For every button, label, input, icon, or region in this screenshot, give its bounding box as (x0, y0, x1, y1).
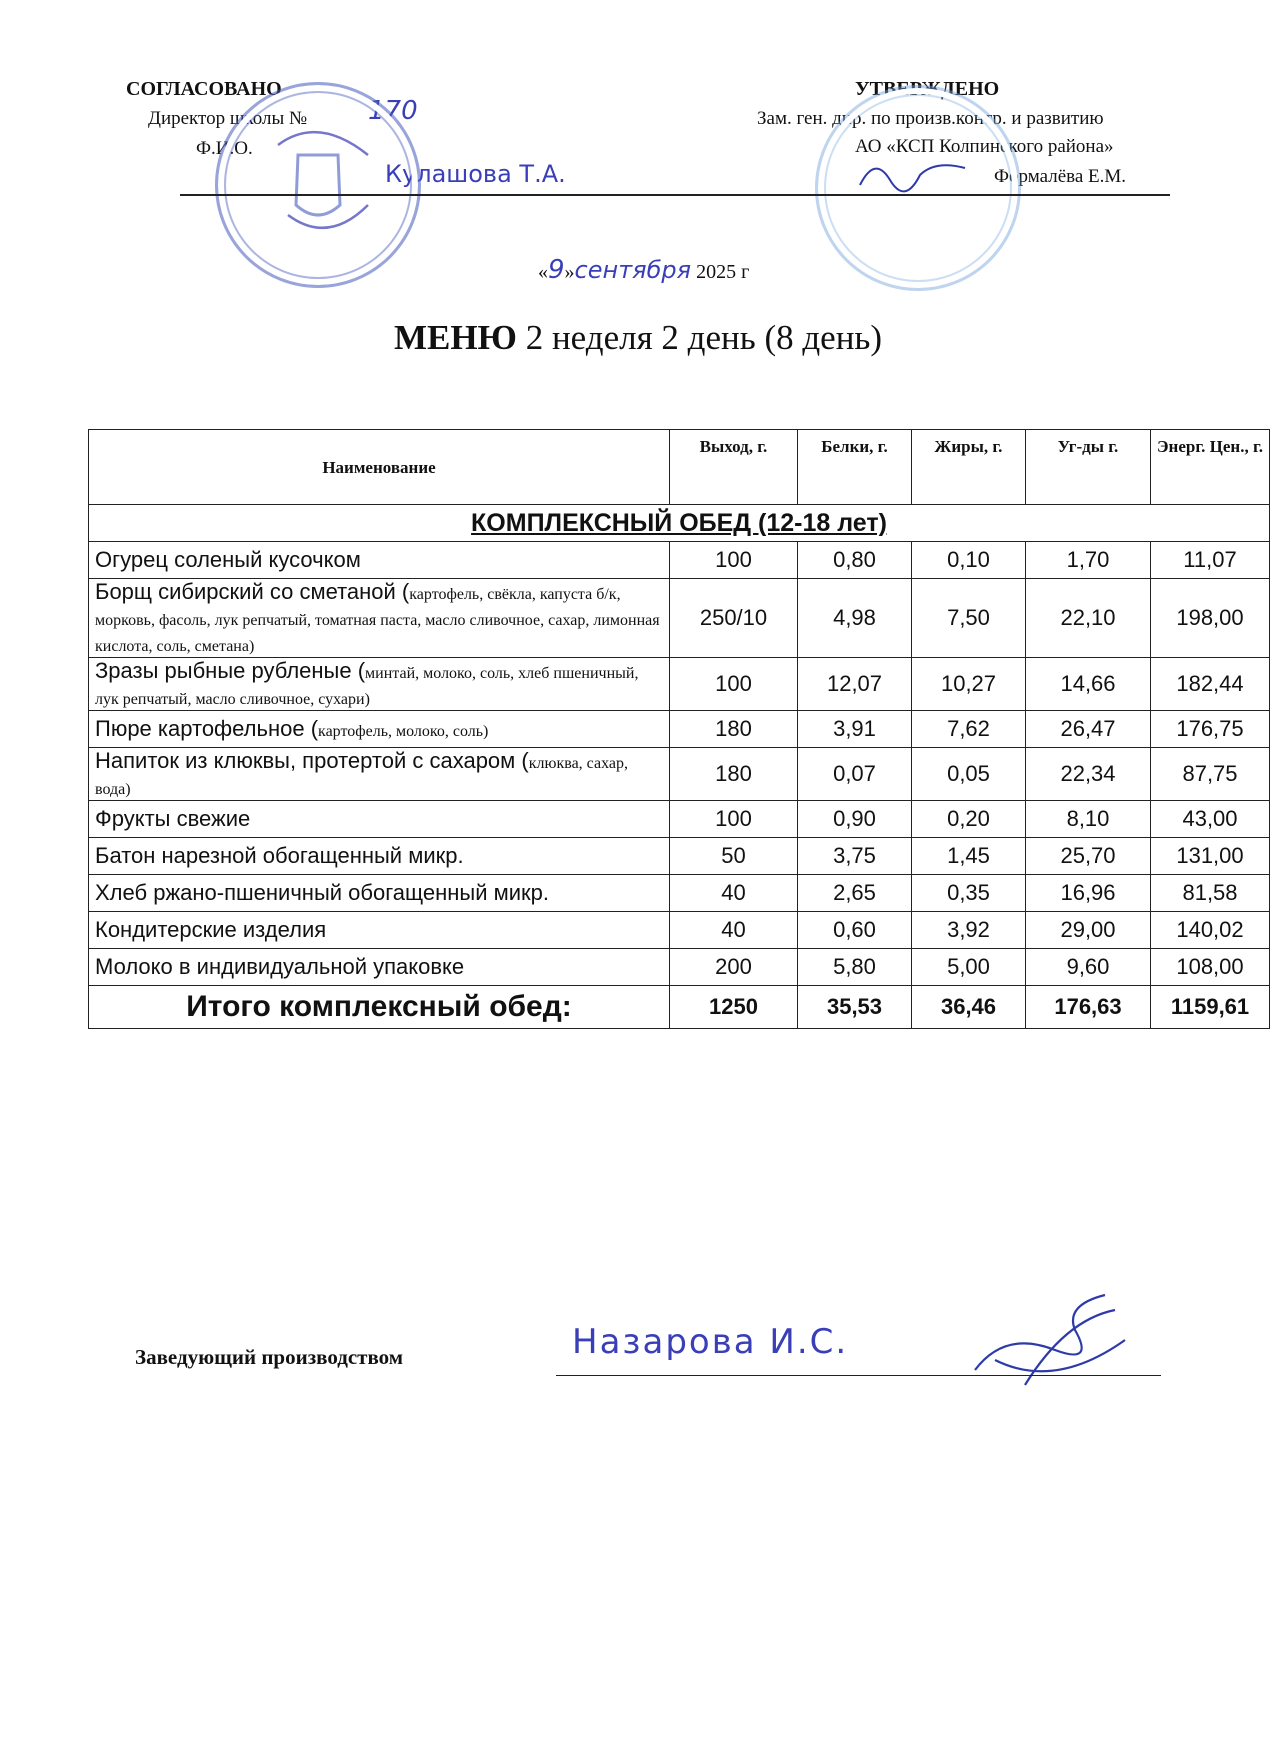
header-yield: Выход, г. (670, 430, 798, 505)
carbs-cell: 16,96 (1026, 875, 1151, 912)
table-row (89, 748, 1270, 801)
dish-name-cell (89, 801, 670, 838)
total-energy: 1159,61 (1151, 986, 1270, 1029)
proteins-cell: 0,07 (798, 748, 912, 801)
yield-cell: 180 (670, 748, 798, 801)
header-rule (180, 194, 1170, 196)
approved-title: УТВЕРЖДЕНО (855, 78, 1000, 100)
dish-name-cell (89, 658, 670, 711)
yield-cell: 50 (670, 838, 798, 875)
yield-cell: 250/10 (670, 579, 798, 658)
signature-icon (855, 150, 975, 200)
section-title: КОМПЛЕКСНЫЙ ОБЕД (12-18 лет) (89, 505, 1270, 542)
date-year: 2025 г (696, 261, 750, 283)
table-row (89, 912, 1270, 949)
dish-name-cell (89, 875, 670, 912)
fats-cell: 0,10 (912, 542, 1026, 579)
section-row (89, 505, 1270, 542)
yield-cell: 40 (670, 875, 798, 912)
dish-composition: минтай, молоко, соль, хлеб пшеничный, лук репчатый, масло сливочное, сухари) (95, 665, 639, 708)
fats-cell: 0,20 (912, 801, 1026, 838)
energy-cell: 43,00 (1151, 801, 1270, 838)
date-month-handwritten: сентября (574, 256, 692, 284)
director-line: Директор школы № (148, 108, 308, 129)
dish-name-cell (89, 838, 670, 875)
dish-name-cell (89, 748, 670, 801)
table-row (89, 542, 1270, 579)
date-mid-quote: » (564, 261, 575, 283)
dish-name: Напиток из клюквы, протертой с сахаром ( (95, 748, 529, 773)
dish-name: Огурец соленый кусочком (95, 547, 361, 572)
yield-cell: 200 (670, 949, 798, 986)
manager-label: Заведующий производством (135, 1345, 404, 1369)
dish-name: Кондитерские изделия (95, 917, 327, 942)
energy-cell: 198,00 (1151, 579, 1270, 658)
total-fats: 36,46 (912, 986, 1026, 1029)
proteins-cell: 3,75 (798, 838, 912, 875)
table-row (89, 658, 1270, 711)
approved-name: Формалёва Е.М. (994, 166, 1127, 187)
school-number-handwritten: 170 (368, 96, 418, 126)
header-energy: Энерг. Цен., г. (1151, 430, 1270, 505)
dish-name-cell (89, 949, 670, 986)
total-carbs: 176,63 (1026, 986, 1151, 1029)
dish-composition: картофель, молоко, соль) (318, 723, 489, 740)
agreed-title: СОГЛАСОВАНО (126, 78, 282, 100)
table-row (89, 875, 1270, 912)
date-line (538, 255, 749, 285)
energy-cell: 11,07 (1151, 542, 1270, 579)
approved-company: АО «КСП Колпинского района» (855, 136, 1114, 157)
proteins-cell: 0,90 (798, 801, 912, 838)
total-proteins: 35,53 (798, 986, 912, 1029)
signature-icon (965, 1290, 1145, 1400)
dish-name-cell (89, 579, 670, 658)
total-label: Итого комплексный обед: (89, 986, 670, 1029)
proteins-cell: 0,60 (798, 912, 912, 949)
manager-signature (965, 1290, 1145, 1405)
fats-cell: 3,92 (912, 912, 1026, 949)
carbs-cell: 14,66 (1026, 658, 1151, 711)
total-yield: 1250 (670, 986, 798, 1029)
header-fats: Жиры, г. (912, 430, 1026, 505)
energy-cell: 131,00 (1151, 838, 1270, 875)
menu-table (88, 429, 1270, 1029)
dish-name: Батон нарезной обогащенный микр. (95, 843, 464, 868)
dish-composition: картофель, свёкла, капуста б/к, морковь, фасоль, лук репчатый, томатная паста, масло сливочное, сахар, лимонная кислота, соль, сметана) (95, 586, 660, 655)
fats-cell: 7,62 (912, 711, 1026, 748)
dish-name: Молоко в индивидуальной упаковке (95, 954, 465, 979)
dish-name: Борщ сибирский со сметаной ( (95, 579, 410, 604)
proteins-cell: 4,98 (798, 579, 912, 658)
dish-name: Пюре картофельное ( (95, 716, 319, 741)
dish-name-cell (89, 912, 670, 949)
dish-name: Зразы рыбные рубленые ( (95, 658, 366, 683)
dish-composition: клюква, сахар, вода) (95, 755, 628, 798)
director-name-signature: Кулашова Т.А. (385, 160, 566, 188)
energy-cell: 182,44 (1151, 658, 1270, 711)
proteins-cell: 5,80 (798, 949, 912, 986)
carbs-cell: 8,10 (1026, 801, 1151, 838)
approved-position: Зам. ген. дир. по произв.контр. и развитию (757, 108, 1104, 129)
manager-signature-name: Назарова И.С. (572, 1322, 849, 1362)
energy-cell: 176,75 (1151, 711, 1270, 748)
carbs-cell: 22,34 (1026, 748, 1151, 801)
table-row (89, 579, 1270, 658)
carbs-cell: 29,00 (1026, 912, 1151, 949)
energy-cell: 108,00 (1151, 949, 1270, 986)
yield-cell: 100 (670, 658, 798, 711)
school-stamp-left (215, 82, 421, 288)
yield-cell: 100 (670, 801, 798, 838)
title-bold: МЕНЮ (393, 318, 517, 357)
table-row (89, 838, 1270, 875)
fats-cell: 10,27 (912, 658, 1026, 711)
header-carbs: Уг-ды г. (1026, 430, 1151, 505)
table-row (89, 801, 1270, 838)
stamp-emblem-icon (218, 85, 418, 285)
fats-cell: 1,45 (912, 838, 1026, 875)
carbs-cell: 1,70 (1026, 542, 1151, 579)
yield-cell: 180 (670, 711, 798, 748)
date-day-handwritten: 9 (548, 255, 565, 285)
fats-cell: 5,00 (912, 949, 1026, 986)
carbs-cell: 26,47 (1026, 711, 1151, 748)
total-row (89, 986, 1270, 1029)
dish-name-cell (89, 711, 670, 748)
proteins-cell: 0,80 (798, 542, 912, 579)
dish-name-cell (89, 542, 670, 579)
page-title (0, 318, 1276, 358)
proteins-cell: 2,65 (798, 875, 912, 912)
energy-cell: 140,02 (1151, 912, 1270, 949)
manager-signature-rule (556, 1375, 1161, 1376)
table-header-row (89, 430, 1270, 505)
proteins-cell: 3,91 (798, 711, 912, 748)
energy-cell: 81,58 (1151, 875, 1270, 912)
yield-cell: 100 (670, 542, 798, 579)
header-proteins: Белки, г. (798, 430, 912, 505)
energy-cell: 87,75 (1151, 748, 1270, 801)
date-open-quote: « (538, 261, 548, 283)
table-row (89, 949, 1270, 986)
fats-cell: 0,35 (912, 875, 1026, 912)
carbs-cell: 9,60 (1026, 949, 1151, 986)
fio-line: Ф.И.О. (196, 138, 253, 159)
fats-cell: 7,50 (912, 579, 1026, 658)
title-rest: 2 неделя 2 день (8 день) (516, 318, 883, 357)
carbs-cell: 22,10 (1026, 579, 1151, 658)
yield-cell: 40 (670, 912, 798, 949)
approved-signature (855, 150, 975, 205)
header-name: Наименование (89, 430, 670, 505)
carbs-cell: 25,70 (1026, 838, 1151, 875)
dish-name: Фрукты свежие (95, 806, 251, 831)
dish-name: Хлеб ржано-пшеничный обогащенный микр. (95, 880, 550, 905)
fats-cell: 0,05 (912, 748, 1026, 801)
proteins-cell: 12,07 (798, 658, 912, 711)
table-row (89, 711, 1270, 748)
